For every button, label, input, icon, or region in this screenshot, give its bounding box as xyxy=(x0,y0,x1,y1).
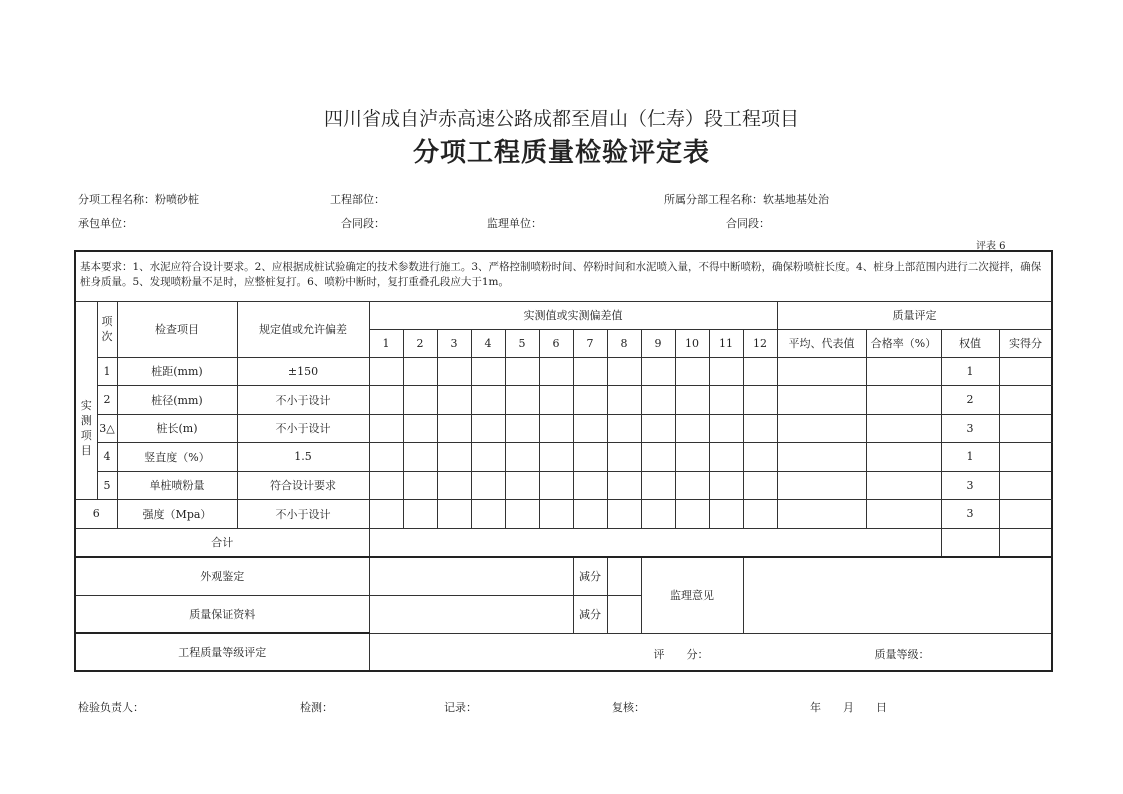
measure-cell[interactable] xyxy=(743,414,777,443)
measure-cell[interactable] xyxy=(675,414,709,443)
row-weight: 1 xyxy=(941,357,999,386)
measure-cell[interactable] xyxy=(675,443,709,472)
appearance-blank xyxy=(369,557,573,595)
measure-col-header: 11 xyxy=(709,329,743,357)
measure-cell[interactable] xyxy=(403,386,437,415)
testing-label: 检测： xyxy=(300,701,333,714)
row-weight: 1 xyxy=(941,443,999,472)
measure-cell[interactable] xyxy=(641,386,675,415)
measure-cell[interactable] xyxy=(573,471,607,500)
measure-cell[interactable] xyxy=(641,500,675,529)
measure-cell[interactable] xyxy=(743,443,777,472)
measure-cell[interactable] xyxy=(573,500,607,529)
review-label: 复核： xyxy=(612,701,645,714)
form-title: 分项工程质量检验评定表 xyxy=(412,138,710,168)
measure-col-header: 4 xyxy=(471,329,505,357)
measure-cell[interactable] xyxy=(607,386,641,415)
deduct-label-1: 减分 xyxy=(573,557,607,595)
measure-cell[interactable] xyxy=(403,443,437,472)
measure-cell[interactable] xyxy=(709,414,743,443)
measure-cell[interactable] xyxy=(471,357,505,386)
contractor: 承包单位： xyxy=(78,217,133,230)
measure-cell[interactable] xyxy=(437,357,471,386)
table-row xyxy=(75,414,1052,443)
measure-cell[interactable] xyxy=(607,500,641,529)
measure-cell[interactable] xyxy=(675,386,709,415)
supervision-unit: 监理单位： xyxy=(487,217,542,230)
total-weight xyxy=(941,528,999,557)
record-label: 记录： xyxy=(444,701,477,714)
header-score: 实得分 xyxy=(999,329,1052,357)
avg-cell[interactable] xyxy=(777,500,866,529)
appearance-label: 外观鉴定 xyxy=(75,557,369,595)
header-avg: 平均、代表值 xyxy=(777,329,866,357)
score-label: 评 分： xyxy=(653,647,709,661)
contract-section-2: 合同段： xyxy=(726,217,770,230)
total-score xyxy=(999,528,1052,557)
measure-cell[interactable] xyxy=(471,443,505,472)
avg-cell[interactable] xyxy=(777,386,866,415)
measure-cell[interactable] xyxy=(641,414,675,443)
header-seq: 项次 xyxy=(97,301,117,357)
measure-cell[interactable] xyxy=(539,386,573,415)
table-row xyxy=(75,357,1052,386)
measure-cell[interactable] xyxy=(369,357,403,386)
measure-cell[interactable] xyxy=(471,414,505,443)
measure-cell[interactable] xyxy=(505,357,539,386)
avg-cell[interactable] xyxy=(777,443,866,472)
row-seq: 4 xyxy=(97,443,117,472)
quality-docs-label: 质量保证资料 xyxy=(75,595,369,633)
score-cell[interactable] xyxy=(999,357,1052,386)
project-location: 工程部位： xyxy=(330,193,385,206)
header-measured: 实测值或实测偏差值 xyxy=(369,301,777,329)
measure-cell[interactable] xyxy=(505,386,539,415)
row-weight: 3 xyxy=(941,414,999,443)
contract-section-1: 合同段： xyxy=(341,217,385,230)
project-subtitle: 四川省成自泸赤高速公路成都至眉山（仁寿）段工程项目 xyxy=(323,108,799,130)
measure-cell[interactable] xyxy=(709,443,743,472)
measure-cell[interactable] xyxy=(437,471,471,500)
score-cell[interactable] xyxy=(999,471,1052,500)
quality-docs-blank xyxy=(369,595,573,633)
measure-cell[interactable] xyxy=(641,471,675,500)
header-spec: 规定值或允许偏差 xyxy=(237,301,369,357)
grade-eval-area xyxy=(369,633,1052,671)
measure-cell[interactable] xyxy=(641,357,675,386)
pass-rate-cell[interactable] xyxy=(866,471,941,500)
measure-cell[interactable] xyxy=(607,414,641,443)
measure-cell[interactable] xyxy=(403,414,437,443)
measure-cell[interactable] xyxy=(471,386,505,415)
row-spec: 不小于设计 xyxy=(237,500,369,529)
row-spec: ±150 xyxy=(237,357,369,386)
score-cell[interactable] xyxy=(999,443,1052,472)
measure-col-header: 12 xyxy=(743,329,777,357)
pass-rate-cell[interactable] xyxy=(866,357,941,386)
measure-cell[interactable] xyxy=(539,500,573,529)
pass-rate-cell[interactable] xyxy=(866,386,941,415)
header-weight: 权值 xyxy=(941,329,999,357)
measure-cell[interactable] xyxy=(573,386,607,415)
measure-cell[interactable] xyxy=(743,500,777,529)
row-item: 桩距(mm) xyxy=(117,357,237,386)
measure-cell[interactable] xyxy=(675,357,709,386)
measure-cell[interactable] xyxy=(709,471,743,500)
measure-cell[interactable] xyxy=(403,500,437,529)
score-cell[interactable] xyxy=(999,414,1052,443)
table-row xyxy=(75,471,1052,500)
basic-requirements: 基本要求：1、水泥应符合设计要求。2、应根据成桩试验确定的技术参数进行施工。3、严格控制喷粉时间、停粉时间和水泥喷入量，不得中断喷粉，确保粉喷桩长度。4、桩身上部范围内进行二次搅拌，确保桩身质量。5、发现喷粉量不足时，应整桩复打。6、喷粉中断时，复打重叠孔段应大于1m。 xyxy=(75,251,1052,301)
row-seq: 5 xyxy=(97,471,117,500)
row-seq: 6 xyxy=(75,500,117,529)
measure-cell[interactable] xyxy=(437,443,471,472)
measure-cell[interactable] xyxy=(437,414,471,443)
measure-cell[interactable] xyxy=(505,414,539,443)
row-weight: 3 xyxy=(941,500,999,529)
measure-cell[interactable] xyxy=(709,386,743,415)
measure-cell[interactable] xyxy=(369,443,403,472)
measure-cell[interactable] xyxy=(607,357,641,386)
measure-cell[interactable] xyxy=(403,471,437,500)
measure-cell[interactable] xyxy=(743,357,777,386)
measure-cell[interactable] xyxy=(539,443,573,472)
measure-cell[interactable] xyxy=(607,471,641,500)
row-item: 强度（Mpa） xyxy=(117,500,237,529)
side-label xyxy=(75,357,97,500)
division-name: 所属分部工程名称：软基地基处治 xyxy=(664,193,829,206)
row-item: 单桩喷粉量 xyxy=(117,471,237,500)
measure-col-header: 7 xyxy=(573,329,607,357)
measure-cell[interactable] xyxy=(573,443,607,472)
table-row xyxy=(75,500,1052,529)
date-label: 年 月 日 xyxy=(810,701,887,714)
row-seq: 2 xyxy=(97,386,117,415)
row-item: 桩长(m) xyxy=(117,414,237,443)
measure-cell[interactable] xyxy=(709,357,743,386)
measure-cell[interactable] xyxy=(539,414,573,443)
measure-cell[interactable] xyxy=(539,357,573,386)
measure-cell[interactable] xyxy=(539,471,573,500)
measure-col-header: 8 xyxy=(607,329,641,357)
avg-cell[interactable] xyxy=(777,414,866,443)
pass-rate-cell[interactable] xyxy=(866,414,941,443)
row-spec: 不小于设计 xyxy=(237,414,369,443)
form-number: 评表 6 xyxy=(976,241,1006,252)
row-spec: 符合设计要求 xyxy=(237,471,369,500)
measure-col-header: 6 xyxy=(539,329,573,357)
grade-label: 质量等级： xyxy=(874,647,930,661)
pass-rate-cell[interactable] xyxy=(866,500,941,529)
measure-cell[interactable] xyxy=(437,500,471,529)
measure-col-header: 10 xyxy=(675,329,709,357)
measure-cell[interactable] xyxy=(505,443,539,472)
measure-col-header: 3 xyxy=(437,329,471,357)
row-weight: 2 xyxy=(941,386,999,415)
measure-cell[interactable] xyxy=(369,500,403,529)
row-item: 竖直度（%） xyxy=(117,443,237,472)
header-quality: 质量评定 xyxy=(777,301,1052,329)
measure-col-header: 9 xyxy=(641,329,675,357)
grade-eval-label: 工程质量等级评定 xyxy=(75,633,369,671)
measure-cell[interactable] xyxy=(709,500,743,529)
inspection-table xyxy=(74,250,1053,672)
row-item: 桩径(mm) xyxy=(117,386,237,415)
measure-cell[interactable] xyxy=(505,471,539,500)
measure-cell[interactable] xyxy=(505,500,539,529)
measure-cell[interactable] xyxy=(743,471,777,500)
measure-cell[interactable] xyxy=(641,443,675,472)
measure-cell[interactable] xyxy=(573,357,607,386)
deduct-blank-2 xyxy=(607,595,641,633)
measure-cell[interactable] xyxy=(675,471,709,500)
measure-cell[interactable] xyxy=(369,414,403,443)
supervision-opinion-blank xyxy=(743,557,1052,633)
measure-cell[interactable] xyxy=(743,386,777,415)
subitem-name: 分项工程名称：粉喷砂桩 xyxy=(78,193,199,206)
measure-cell[interactable] xyxy=(369,386,403,415)
measure-cell[interactable] xyxy=(675,500,709,529)
measure-cell[interactable] xyxy=(471,500,505,529)
inspector-label: 检验负责人： xyxy=(78,701,144,714)
table-row xyxy=(75,386,1052,415)
header-item: 检查项目 xyxy=(117,301,237,357)
total-label: 合计 xyxy=(75,528,369,557)
measure-col-header: 5 xyxy=(505,329,539,357)
measure-cell[interactable] xyxy=(471,471,505,500)
measure-cell[interactable] xyxy=(573,414,607,443)
avg-cell[interactable] xyxy=(777,357,866,386)
side-label-text: 实测项目 xyxy=(80,399,92,457)
measure-col-header: 1 xyxy=(369,329,403,357)
total-blank xyxy=(369,528,941,557)
deduct-blank-1 xyxy=(607,557,641,595)
header-pass-rate: 合格率（%） xyxy=(866,329,941,357)
row-spec: 1.5 xyxy=(237,443,369,472)
row-spec: 不小于设计 xyxy=(237,386,369,415)
measure-cell[interactable] xyxy=(369,471,403,500)
measure-cell[interactable] xyxy=(403,357,437,386)
pass-rate-cell[interactable] xyxy=(866,443,941,472)
supervision-opinion-label: 监理意见 xyxy=(641,557,743,633)
measure-col-header: 2 xyxy=(403,329,437,357)
measure-cell[interactable] xyxy=(607,443,641,472)
row-seq: 1 xyxy=(97,357,117,386)
score-cell[interactable] xyxy=(999,500,1052,529)
deduct-label-2: 减分 xyxy=(573,595,607,633)
data-rows xyxy=(75,357,1052,528)
row-weight: 3 xyxy=(941,471,999,500)
row-seq: 3△ xyxy=(97,414,117,443)
side-blank xyxy=(75,301,97,357)
score-cell[interactable] xyxy=(999,386,1052,415)
avg-cell[interactable] xyxy=(777,471,866,500)
table-row xyxy=(75,443,1052,472)
measure-cell[interactable] xyxy=(437,386,471,415)
